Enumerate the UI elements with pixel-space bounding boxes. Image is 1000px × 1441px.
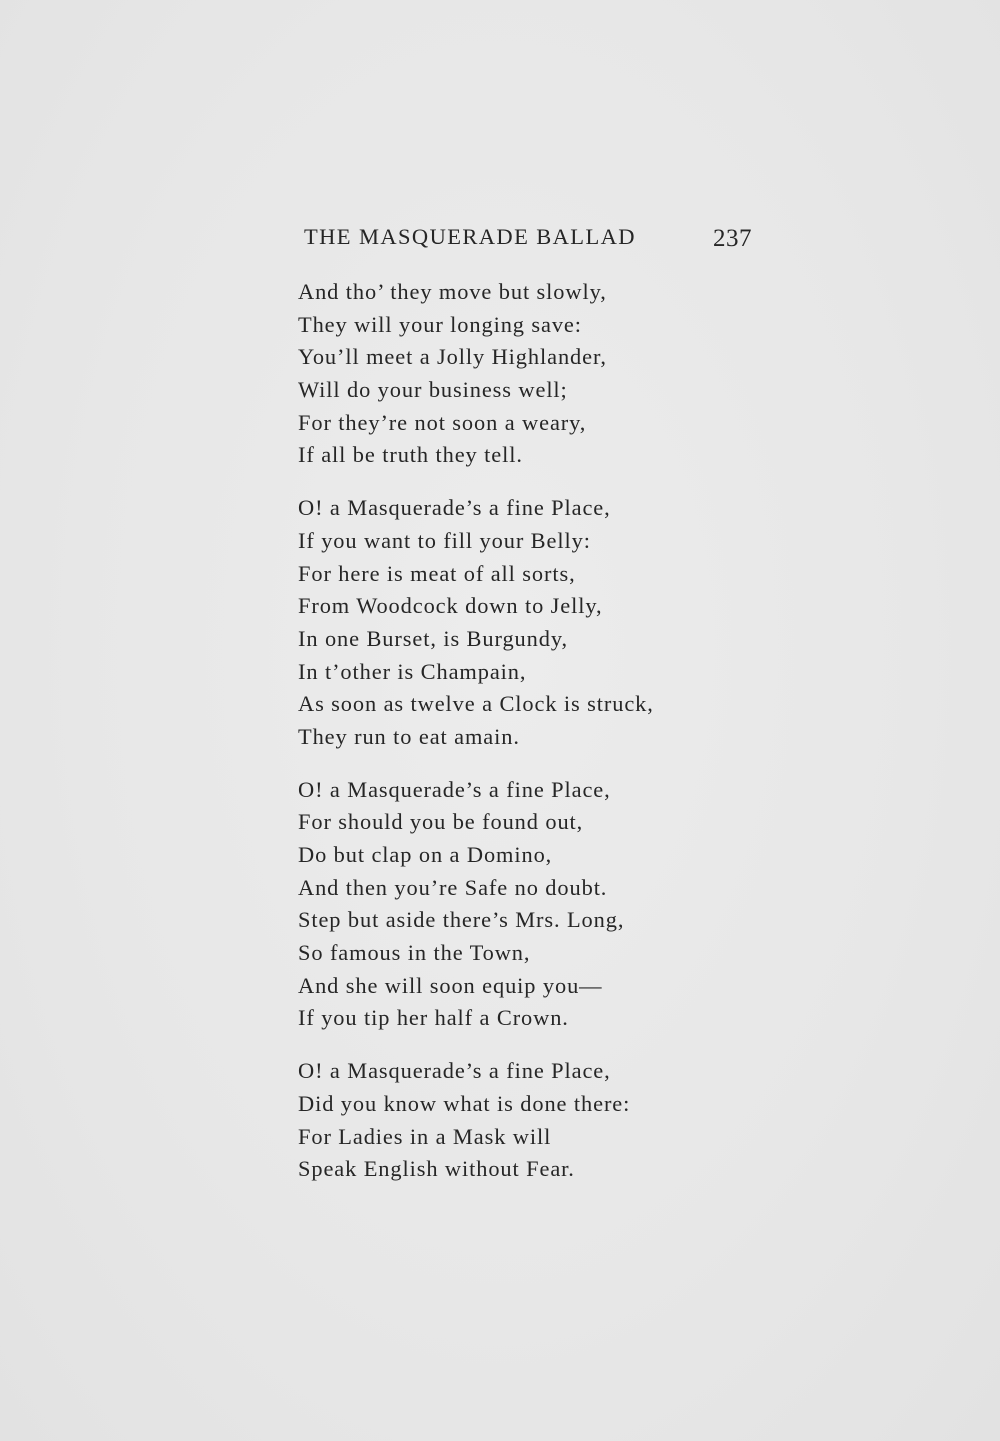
poem-line: You’ll meet a Jolly Highlander,	[298, 344, 607, 370]
poem-line: Speak English without Fear.	[298, 1156, 575, 1182]
poem-line: O! a Masquerade’s a fine Place,	[298, 776, 611, 802]
poem-line: If all be truth they tell.	[298, 442, 523, 468]
poem-line: And tho’ they move but slowly,	[298, 279, 607, 304]
poem-line: O! a Masquerade’s a fine Place,	[298, 1058, 611, 1084]
poem-line: For they’re not soon a weary,	[298, 409, 587, 435]
poem-line: As soon as twelve a Clock is struck,	[298, 691, 654, 717]
running-title: THE MASQUERADE BALLAD	[304, 224, 636, 249]
poem-line: From Woodcock down to Jelly,	[298, 593, 603, 619]
poem-line: O! a Masquerade’s a fine Place,	[298, 495, 611, 521]
poem-line: If you want to fill your Belly:	[298, 527, 591, 553]
poem-line: For Ladies in a Mask will	[298, 1123, 552, 1149]
poem-line: And she will soon equip you—	[298, 972, 603, 998]
poem-line: They run to eat amain.	[298, 723, 520, 749]
poem-line: And then you’re Safe no doubt.	[298, 874, 608, 900]
poem-line: Did you know what is done there:	[298, 1090, 631, 1116]
poem-line: Will do your business well;	[298, 377, 568, 403]
poem-line: So famous in the Town,	[298, 940, 531, 966]
stanza-1	[298, 276, 718, 472]
poem-line: They will your longing save:	[298, 311, 582, 337]
poem-line: In t’other is Champain,	[298, 658, 527, 684]
poem-line: In one Burset, is Burgundy,	[298, 625, 568, 651]
poem-line: If you tip her half a Crown.	[298, 1005, 569, 1031]
poem-line: Step but aside there’s Mrs. Long,	[298, 907, 625, 933]
running-head	[300, 222, 755, 256]
stanza-4	[298, 1055, 718, 1186]
stanza-3	[298, 774, 718, 1036]
stanza-2	[298, 492, 718, 754]
page-number: 237	[713, 225, 752, 252]
poem-line: For should you be found out,	[298, 809, 584, 835]
poem-line: For here is meat of all sorts,	[298, 560, 576, 586]
poem-line: Do but clap on a Domino,	[298, 842, 553, 867]
poem-text	[298, 276, 718, 1206]
